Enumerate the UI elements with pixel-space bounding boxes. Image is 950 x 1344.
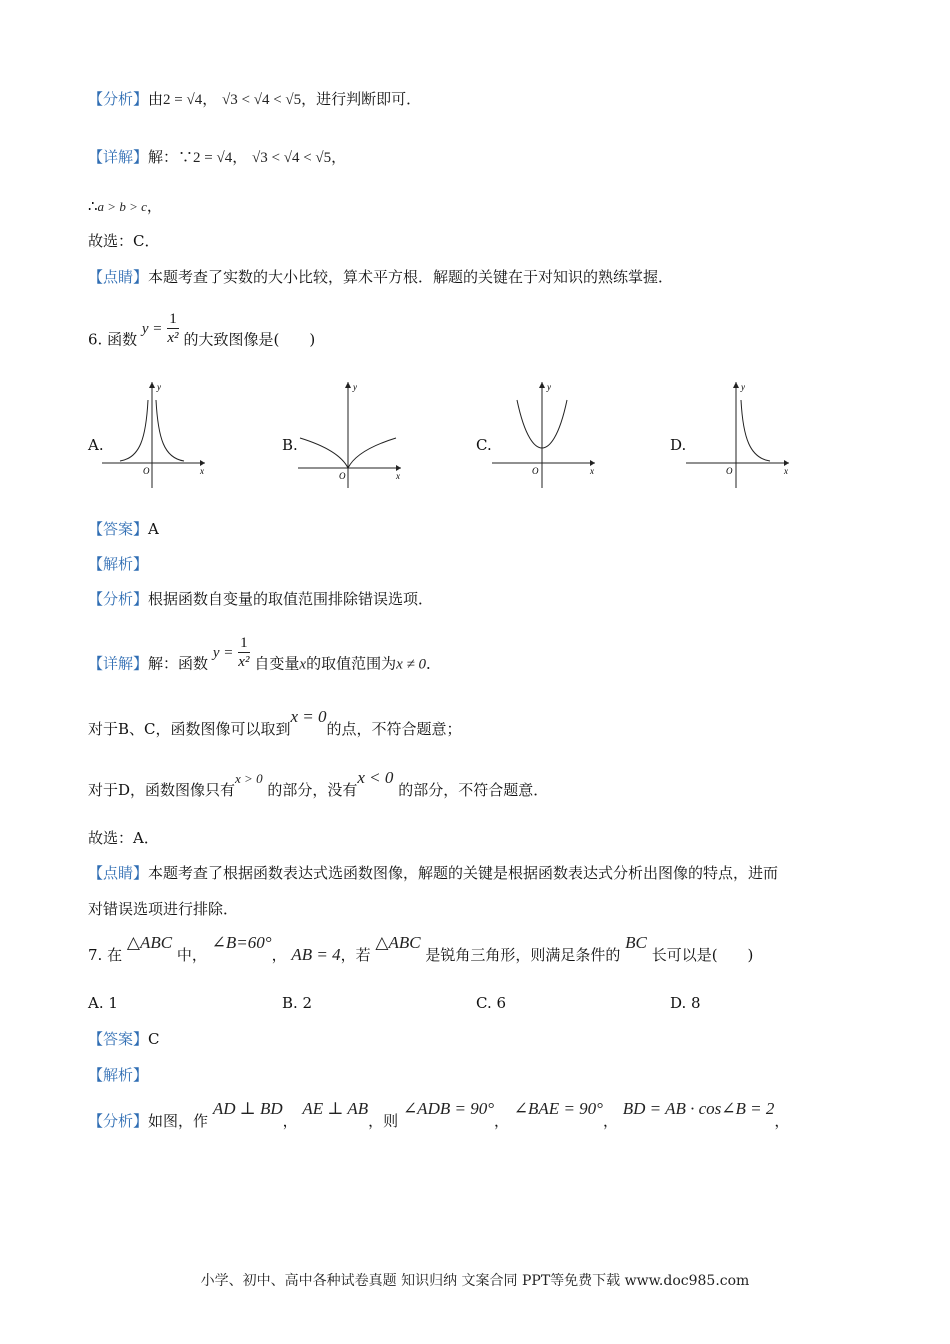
option-b-label: B. <box>282 436 298 454</box>
q7-option-d: D. 8 <box>670 994 701 1012</box>
analysis-line-1: 【分析】由2 = √4， √3 < √4 < √5，进行判断即可． <box>88 90 422 108</box>
detail-tag: 【详解】 <box>88 148 149 166</box>
question-6: 6. 函数 y = $\frac{1}{\text{x²}}$ 的大致图像是( ) <box>88 311 316 349</box>
q7-option-a: A. 1 <box>88 994 118 1012</box>
graph-option-b <box>296 378 406 490</box>
svg-text:x: x <box>590 466 594 476</box>
option-d-label: D. <box>670 436 687 454</box>
svg-text:y: y <box>547 382 551 392</box>
svg-text:x: x <box>200 466 204 476</box>
svg-text:O: O <box>726 466 733 476</box>
fraction: $\frac{1}{\text{x²}}$ <box>167 311 179 346</box>
math-ineq: √3 < √4 < √5 <box>222 92 302 108</box>
svg-text:O: O <box>143 466 150 476</box>
svg-text:y: y <box>157 382 161 392</box>
analysis-7: 【分析】如图，作 AD ⊥ BD， AE ⊥ AB，则 ∠ADB = 90°， ∠BAE = 90°， BD = AB · cos∠B = 2， <box>88 1099 790 1130</box>
graph-option-d <box>684 378 794 490</box>
option-c-label: C. <box>476 436 492 454</box>
analysis-tag: 【分析】 <box>88 90 149 108</box>
svg-text:x: x <box>784 466 788 476</box>
line-d: 对于D，函数图像只有x > 0 的部分，没有x < 0 的部分，不符合题意． <box>88 768 549 799</box>
svg-text:y: y <box>741 382 745 392</box>
svg-text:y: y <box>353 382 357 392</box>
comment-6-line-2: 对错误选项进行排除． <box>88 900 239 918</box>
question-7: 7. 在 △ABC 中， ∠B=60°， AB = 4，若 △ABC 是锐角三角形，则满足条件的 BC 长可以是( ) <box>88 933 754 964</box>
therefore-line: ∴a > b > c， <box>88 197 162 215</box>
detail-line-1: 【详解】解：∵2 = √4， √3 < √4 < √5， <box>88 148 347 166</box>
answer-7: 【答案】C <box>88 1030 160 1048</box>
math-eq: 2 = √4 <box>163 92 203 108</box>
q7-option-b: B. 2 <box>282 994 313 1012</box>
comment-6-line-1: 【点睛】本题考查了根据函数表达式选函数图像，解题的关键是根据函数表达式分析出图像的特点，进而 <box>88 864 779 882</box>
choice-line-1: 故选：C． <box>88 232 160 250</box>
answer-6: 【答案】A <box>88 520 159 538</box>
parse-7: 【解析】 <box>88 1066 149 1084</box>
page-footer: 小学、初中、高中各种试卷真题 知识归纳 文案合同 PPT等免费下载 www.doc985.com <box>200 1273 750 1289</box>
svg-text:O: O <box>339 471 346 481</box>
detail-6: 【详解】解：函数 y = $\frac{1}{\text{x²}}$ 自变量x的取值范围为x ≠ 0． <box>88 635 442 673</box>
line-bc: 对于B、C，函数图像可以取到x = 0的点，不符合题意； <box>88 707 462 738</box>
analysis-6: 【分析】根据函数自变量的取值范围排除错误选项． <box>88 590 434 608</box>
graph-option-c <box>490 378 600 490</box>
svg-text:O: O <box>532 466 539 476</box>
parse-6: 【解析】 <box>88 555 149 573</box>
option-a-label: A. <box>88 436 104 454</box>
svg-text:x: x <box>396 471 400 481</box>
q7-option-c: C. 6 <box>476 994 507 1012</box>
graph-option-a <box>100 378 210 490</box>
choice-line-6: 故选：A． <box>88 829 159 847</box>
comment-line-1: 【点睛】本题考查了实数的大小比较，算术平方根．解题的关键在于对知识的熟练掌握． <box>88 268 674 286</box>
